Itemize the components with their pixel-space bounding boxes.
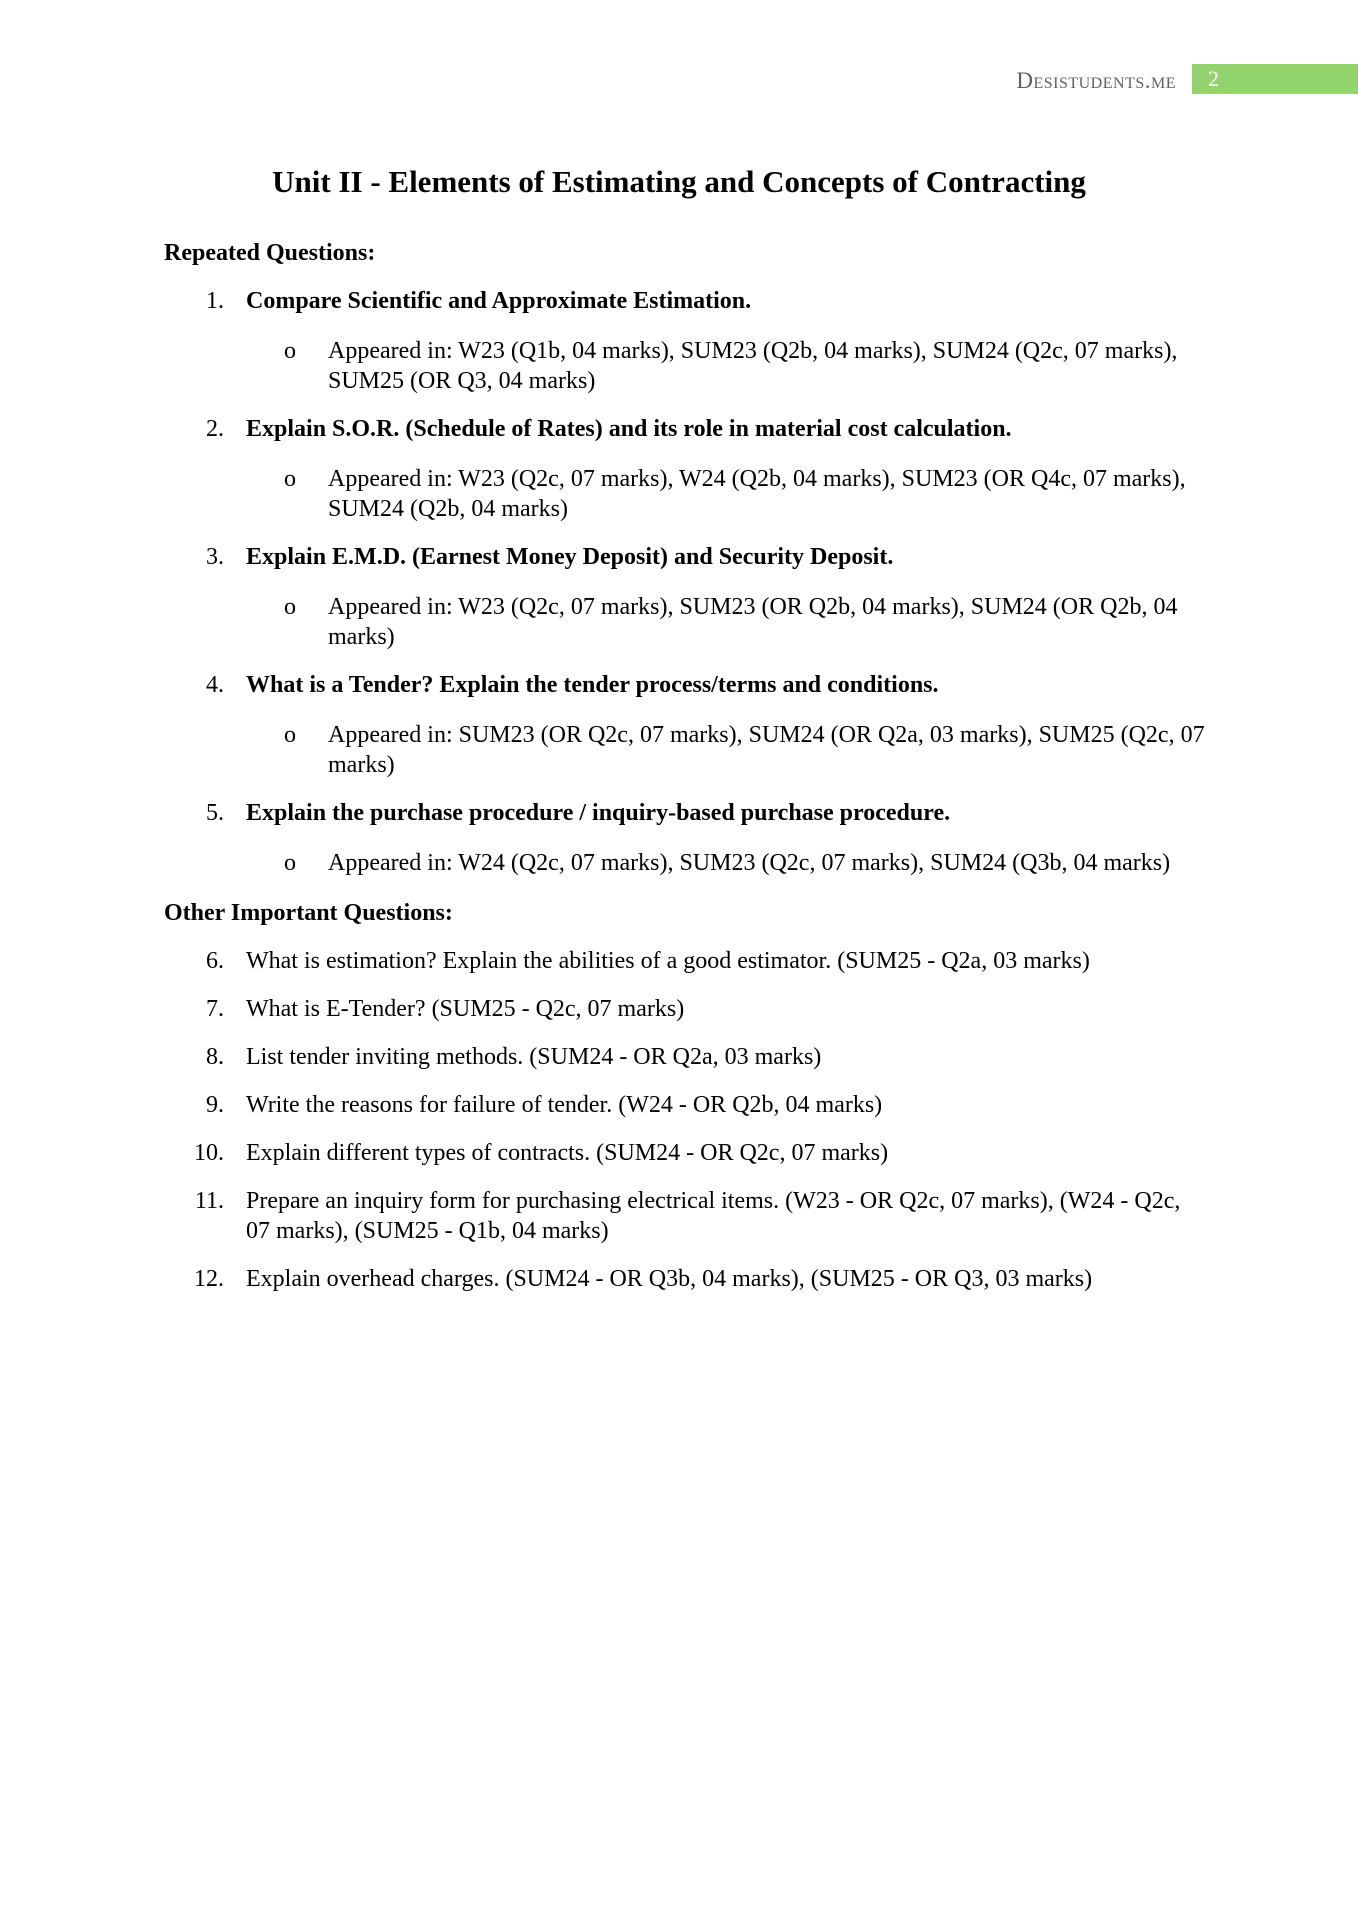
appearance-text: Appeared in: W23 (Q1b, 04 marks), SUM23 (Q2b, 04 marks), SUM24 (Q2c, 07 marks), SUM25 (OR Q3, 04 marks) <box>328 338 1178 394</box>
question-number: 12. <box>194 1266 224 1292</box>
question-text: What is estimation? Explain the abilities of a good estimator. (SUM25 - Q2a, 03 marks) <box>246 948 1090 974</box>
question-number: 11. <box>194 1188 224 1214</box>
question-item <box>164 994 1204 1024</box>
appearance-item <box>164 592 1208 652</box>
appearance-item <box>164 848 1208 878</box>
bullet-marker: o <box>284 850 296 876</box>
appearance-text: Appeared in: W23 (Q2c, 07 marks), W24 (Q2b, 04 marks), SUM23 (OR Q4c, 07 marks), SUM24 (Q2b, 04 marks) <box>328 466 1186 522</box>
question-item <box>164 946 1204 976</box>
question-number: 2. <box>206 416 224 442</box>
bullet-marker: o <box>284 722 296 748</box>
question-number: 4. <box>206 672 224 698</box>
question-item <box>164 1042 1204 1072</box>
question-text: Explain E.M.D. (Earnest Money Deposit) and Security Deposit. <box>246 544 894 570</box>
appearance-text: Appeared in: W23 (Q2c, 07 marks), SUM23 (OR Q2b, 04 marks), SUM24 (OR Q2b, 04 marks) <box>328 594 1178 650</box>
question-item <box>164 1138 1204 1168</box>
question-item <box>164 798 1204 828</box>
question-number: 10. <box>194 1140 224 1166</box>
question-item <box>164 1186 1204 1246</box>
page-header <box>0 64 1358 96</box>
question-number: 1. <box>206 288 224 314</box>
other-questions-heading: Other Important Questions: <box>164 900 453 926</box>
question-text: Explain S.O.R. (Schedule of Rates) and its role in material cost calculation. <box>246 416 1012 442</box>
repeated-questions-heading: Repeated Questions: <box>164 240 376 266</box>
question-text: Explain the purchase procedure / inquiry-based purchase procedure. <box>246 800 951 826</box>
bullet-marker: o <box>284 466 296 492</box>
question-text: Write the reasons for failure of tender. (W24 - OR Q2b, 04 marks) <box>246 1092 883 1118</box>
page-title: Unit II - Elements of Estimating and Concepts of Contracting <box>272 164 1086 199</box>
question-text: Compare Scientific and Approximate Estimation. <box>246 288 752 314</box>
question-number: 3. <box>206 544 224 570</box>
question-item <box>164 542 1204 572</box>
question-number: 5. <box>206 800 224 826</box>
question-number: 6. <box>206 948 224 974</box>
question-text: What is E-Tender? (SUM25 - Q2c, 07 marks) <box>246 996 685 1022</box>
question-item <box>164 1264 1204 1294</box>
question-text: Explain different types of contracts. (SUM24 - OR Q2c, 07 marks) <box>246 1140 889 1166</box>
bullet-marker: o <box>284 338 296 364</box>
question-text: Prepare an inquiry form for purchasing electrical items. (W23 - OR Q2c, 07 marks), (W24 - Q2c, 07 marks), (SUM25 - Q1b, 04 marks) <box>246 1188 1181 1244</box>
bullet-marker: o <box>284 594 296 620</box>
appearance-item <box>164 464 1208 524</box>
appearance-item <box>164 720 1208 780</box>
page-number-badge: 2 <box>1192 64 1358 94</box>
question-number: 9. <box>206 1092 224 1118</box>
appearance-text: Appeared in: W24 (Q2c, 07 marks), SUM23 (Q2c, 07 marks), SUM24 (Q3b, 04 marks) <box>328 850 1171 876</box>
question-item <box>164 286 1204 316</box>
question-item <box>164 670 1204 700</box>
question-text: Explain overhead charges. (SUM24 - OR Q3b, 04 marks), (SUM25 - OR Q3, 03 marks) <box>246 1266 1093 1292</box>
question-text: What is a Tender? Explain the tender process/terms and conditions. <box>246 672 939 698</box>
appearance-item <box>164 336 1208 396</box>
question-number: 8. <box>206 1044 224 1070</box>
site-name: Desistudents.me <box>1016 68 1176 93</box>
document-body <box>164 238 1204 1294</box>
question-item <box>164 1090 1204 1120</box>
question-item <box>164 414 1204 444</box>
question-text: List tender inviting methods. (SUM24 - OR Q2a, 03 marks) <box>246 1044 822 1070</box>
question-number: 7. <box>206 996 224 1022</box>
appearance-text: Appeared in: SUM23 (OR Q2c, 07 marks), SUM24 (OR Q2a, 03 marks), SUM25 (Q2c, 07 marks) <box>328 722 1205 778</box>
